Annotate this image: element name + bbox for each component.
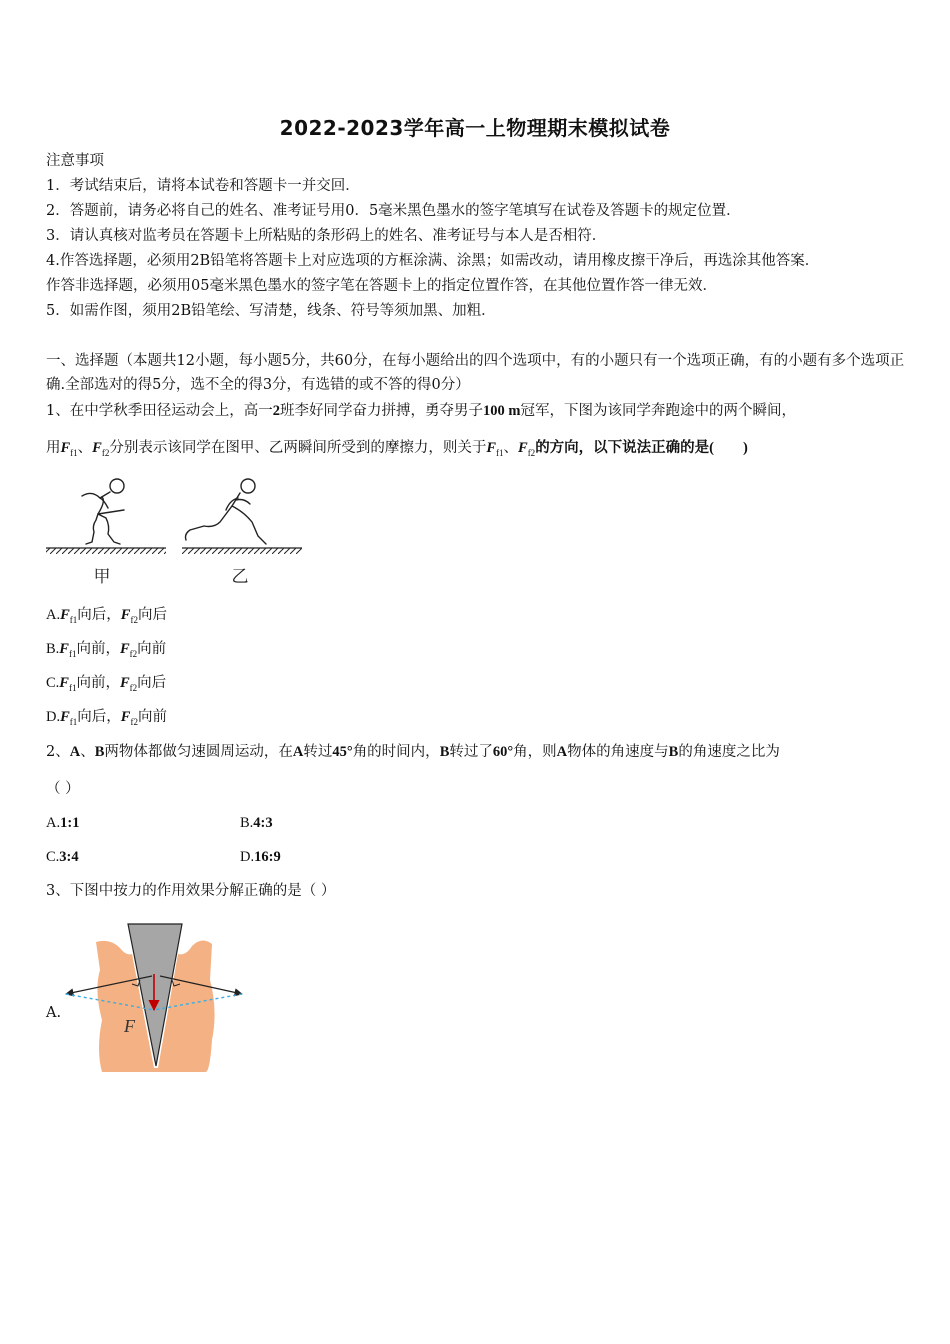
- q2-option-d[interactable]: D.16:9: [240, 849, 281, 865]
- notice-item-4-cont: 作答非选择题，必须用05毫米黑色墨水的签字笔在答题卡上的指定位置作答，在其他位置作答一律无效．: [46, 278, 717, 294]
- runner-yi: [186, 479, 267, 544]
- q1-line1: 1、在中学秋季田径运动会上，高一2班李好同学奋力拼搏，勇夺男子100 m冠军，下图为该同学奔跑途中的两个瞬间，: [46, 403, 796, 419]
- q2-option-b[interactable]: B.4:3: [240, 815, 273, 831]
- q2-line2: （ ）: [46, 781, 80, 797]
- q1-option-d[interactable]: $D.F_{f1}$向后，$F_{f2}$向前: [46, 709, 167, 727]
- q3-option-a[interactable]: A.: [46, 1005, 62, 1021]
- q2-option-c[interactable]: C.3:4: [46, 849, 79, 865]
- q2-option-a[interactable]: A.1:1: [46, 815, 80, 831]
- force-f-label: F: [124, 1016, 135, 1036]
- runner-jia: [82, 479, 124, 544]
- q2-line1: 2、A、B两物体都做匀速圆周运动，在A转过45°角的时间内，B转过了60°角，则A物体的角速度与B的角速度之比为: [46, 744, 780, 760]
- q1-option-a[interactable]: $A.F_{f1}$向后，$F_{f2}$向后: [46, 607, 167, 625]
- section-heading: 一、选择题（本题共12小题，每小题5分，共60分，在每小题给出的四个选项中，有的小题只有一个选项正确，有的小题有多个选项正确.全部选对的得5分，选不全的得3分，有选错的或不答的得0分）: [46, 353, 905, 393]
- notice-item-5: 5．如需作图，须用2B铅笔绘、写清楚，线条、符号等须加黑、加粗．: [46, 303, 496, 319]
- force-f2: $F_{f2}$: [92, 440, 110, 458]
- fig-label-yi: 乙: [231, 567, 249, 587]
- notice-item-3: 3．请认真核对监考员在答题卡上所粘贴的条形码上的姓名、准考证号与本人是否相符．: [46, 228, 607, 244]
- q3-text: 3、下图中按力的作用效果分解正确的是（ ）: [46, 883, 336, 899]
- runner-figure: [44, 470, 306, 590]
- ground-right: [182, 548, 302, 554]
- q1-option-c[interactable]: $C.F_{f1}$向前，$F_{f2}$向后: [46, 675, 167, 693]
- wedge-figure: [60, 920, 250, 1080]
- notice-item-1: 1．考试结束后，请将本试卷和答题卡一并交回．: [46, 178, 360, 194]
- page-title: 2022-2023学年高一上物理期末模拟试卷: [279, 116, 671, 140]
- force-f1: $F_{f1}$: [60, 440, 78, 458]
- fig-label-jia: 甲: [93, 567, 111, 587]
- ground-left: [46, 548, 166, 554]
- q1-line2: 用$F_{f1}$、$F_{f2}$分别表示该同学在图甲、乙两瞬间所受到的摩擦力，则关于$F_{f1}$、$F_{f2}$的方向，以下说法正确的是( ): [46, 440, 748, 458]
- notice-item-2: 2．答题前，请务必将自己的姓名、准考证号用0．5毫米黑色墨水的签字笔填写在试卷及答题卡的规定位置．: [46, 203, 741, 219]
- notice-item-4: 4.作答选择题，必须用2B铅笔将答题卡上对应选项的方框涂满、涂黑；如需改动，请用橡皮擦干净后，再选涂其他答案．: [46, 253, 820, 269]
- q1-option-b[interactable]: $B.F_{f1}$向前，$F_{f2}$向前: [46, 641, 167, 659]
- notice-heading: 注意事项: [46, 153, 104, 169]
